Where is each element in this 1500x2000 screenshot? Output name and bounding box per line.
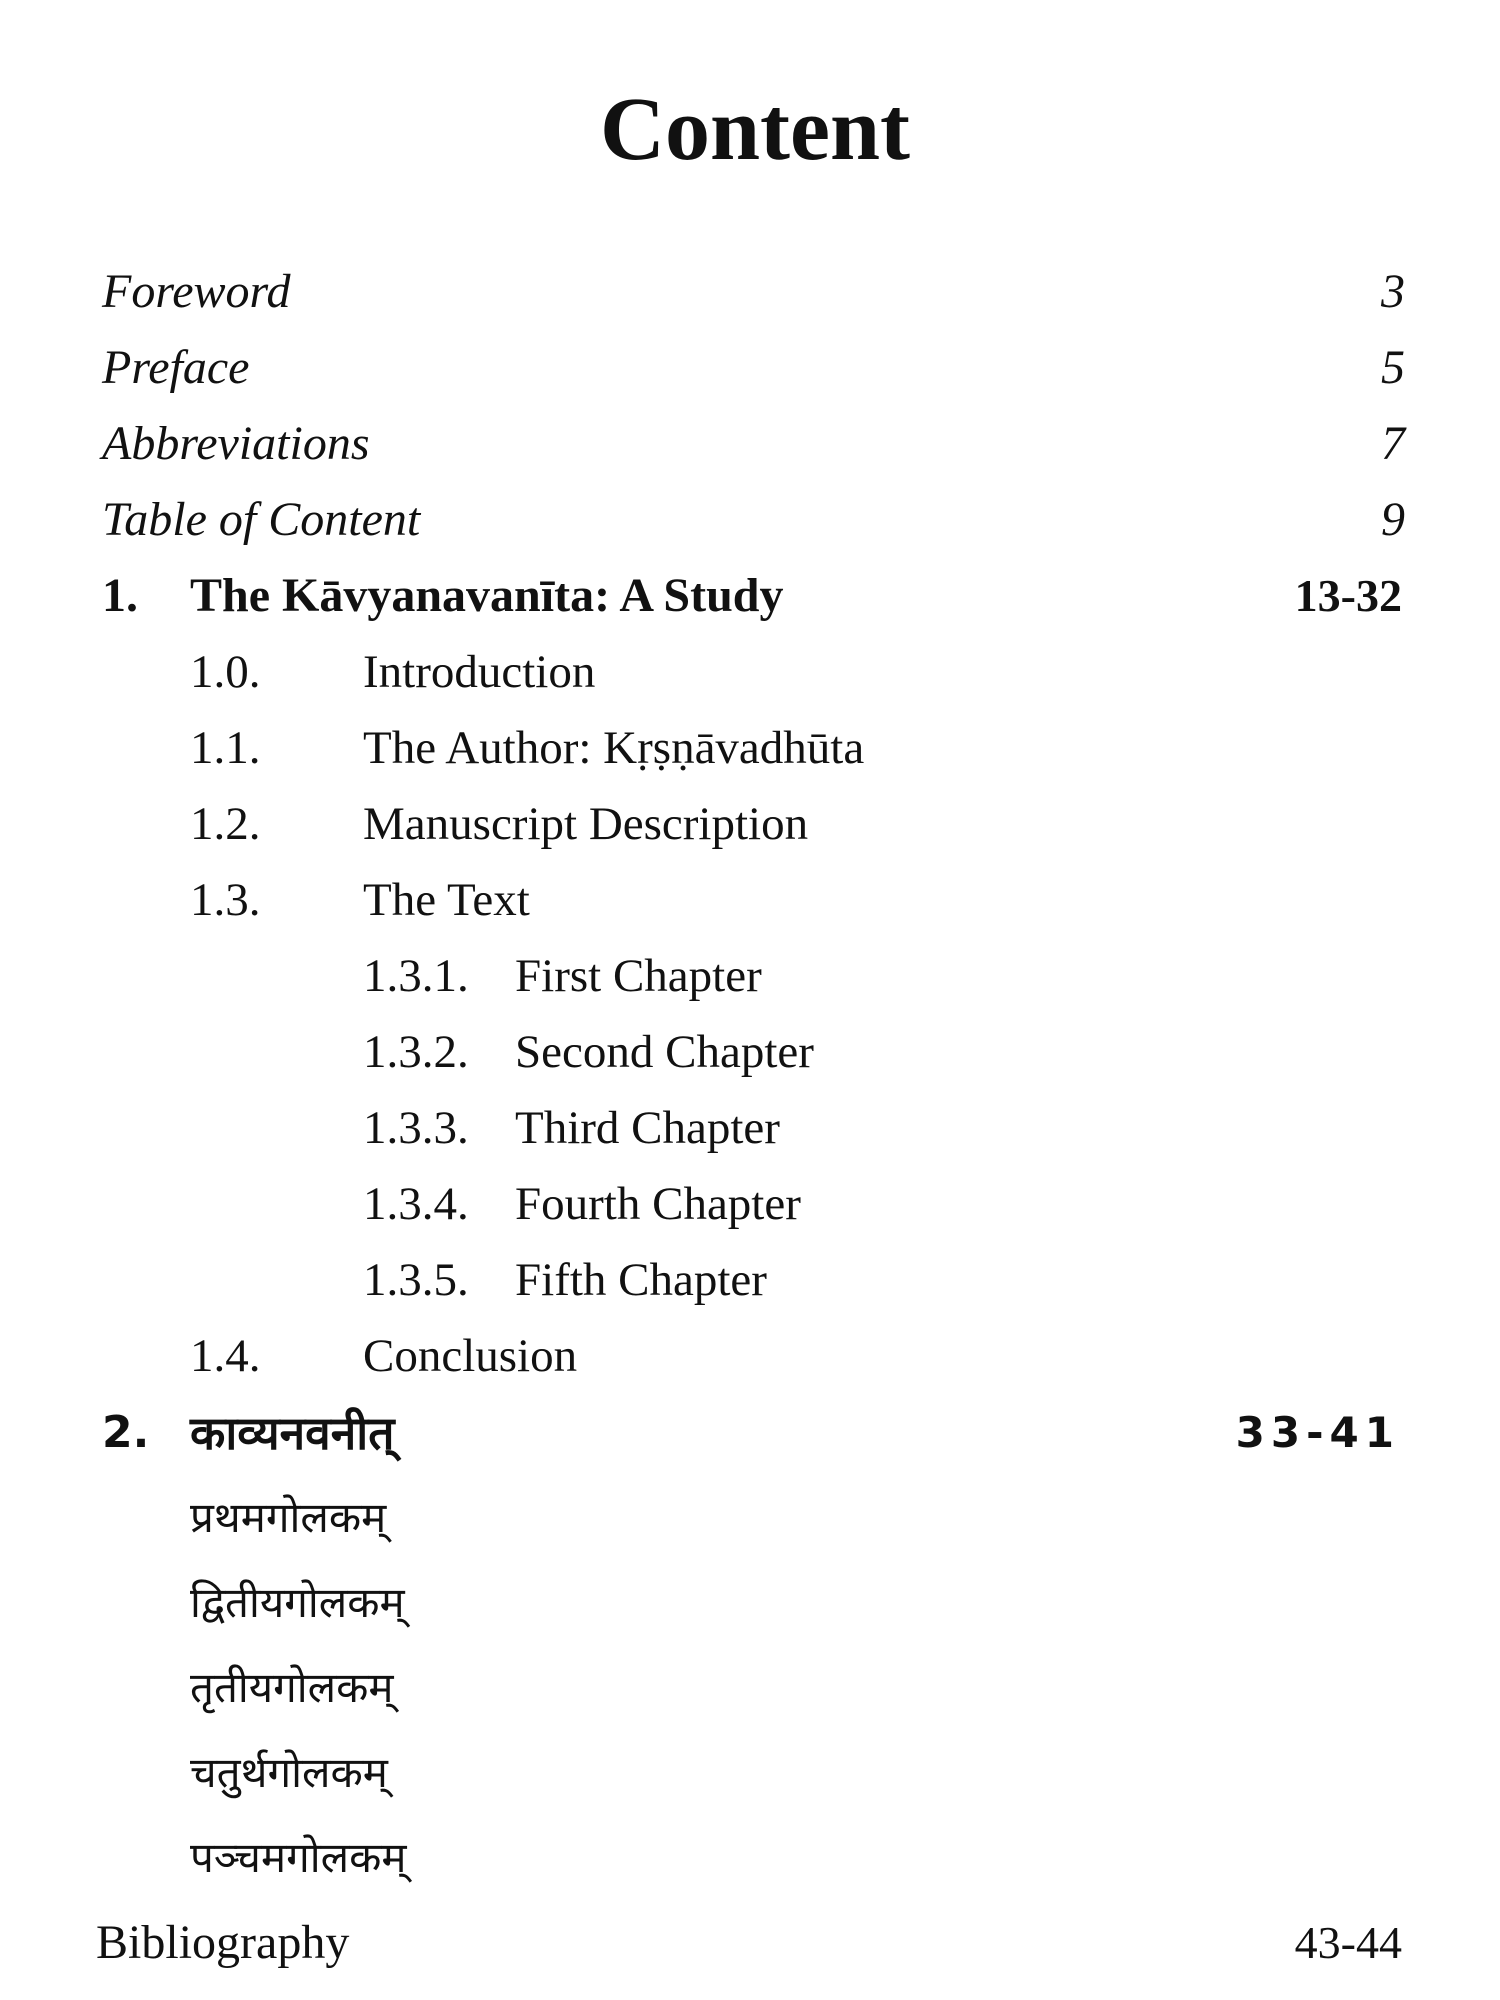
toc-entry-label: Preface	[102, 341, 250, 394]
toc-chapter-1[interactable]	[0, 561, 1500, 631]
subsection-label: Second Chapter	[515, 1026, 814, 1078]
toc-subsection-1-3-4[interactable]	[0, 1169, 1500, 1239]
toc-entry-label: Foreword	[102, 265, 291, 318]
subsection-number: 1.3.5.	[363, 1254, 469, 1306]
subsection-label: Third Chapter	[515, 1102, 780, 1154]
toc-sanskrit-item-3[interactable]	[0, 1653, 1500, 1723]
toc-subsection-1-3-1[interactable]	[0, 941, 1500, 1011]
toc-entry-bibliography[interactable]	[0, 1908, 1500, 1978]
toc-entry-label: Abbreviations	[102, 417, 370, 470]
toc-section-1-0[interactable]	[0, 637, 1500, 707]
toc-entry-page: 7	[1381, 417, 1405, 470]
toc-entry-page: 43-44	[1294, 1917, 1402, 1968]
section-label: The Author: Kṛṣṇāvadhūta	[363, 722, 865, 774]
toc-entry-label: Bibliography	[96, 1916, 350, 1969]
chapter-title: The Kāvyanavanīta: A Study	[190, 569, 784, 622]
subsection-number: 1.3.3.	[363, 1102, 469, 1154]
toc-sanskrit-item-4[interactable]	[0, 1738, 1500, 1808]
section-number: 1.4.	[190, 1330, 261, 1382]
subsection-label: Fourth Chapter	[515, 1178, 801, 1230]
toc-entry-preface[interactable]	[0, 333, 1500, 403]
chapter-number: 1.	[102, 569, 138, 622]
chapter-title: काव्यनवनीत्	[190, 1406, 395, 1460]
toc-chapter-2[interactable]	[0, 1398, 1500, 1468]
toc-section-1-2[interactable]	[0, 789, 1500, 859]
subsection-number: 1.3.4.	[363, 1178, 469, 1230]
sanskrit-item-label: प्रथमगोलकम्	[190, 1493, 387, 1542]
section-number: 1.0.	[190, 646, 261, 698]
sanskrit-item-label: तृतीयगोलकम्	[190, 1663, 394, 1712]
section-number: 1.1.	[190, 722, 261, 774]
toc-sanskrit-item-1[interactable]	[0, 1483, 1500, 1553]
chapter-pages: 33-41	[1235, 1408, 1400, 1457]
subsection-number: 1.3.1.	[363, 950, 469, 1002]
toc-section-1-4[interactable]	[0, 1321, 1500, 1391]
subsection-number: 1.3.2.	[363, 1026, 469, 1078]
toc-subsection-1-3-3[interactable]	[0, 1093, 1500, 1163]
toc-section-1-3[interactable]	[0, 865, 1500, 935]
toc-sanskrit-item-2[interactable]	[0, 1568, 1500, 1638]
section-label: Introduction	[363, 646, 596, 698]
toc-section-1-1[interactable]	[0, 713, 1500, 783]
sanskrit-item-label: द्वितीयगोलकम्	[190, 1578, 405, 1627]
subsection-label: First Chapter	[515, 950, 762, 1002]
toc-entry-page: 9	[1381, 493, 1405, 546]
section-label: The Text	[363, 874, 530, 926]
section-label: Conclusion	[363, 1330, 578, 1382]
sanskrit-item-label: चतुर्थगोलकम्	[190, 1748, 388, 1797]
section-number: 1.3.	[190, 874, 261, 926]
sanskrit-item-label: पञ्चमगोलकम्	[190, 1833, 407, 1882]
toc-subsection-1-3-2[interactable]	[0, 1017, 1500, 1087]
section-number: 1.2.	[190, 798, 261, 850]
toc-entry-page: 5	[1381, 341, 1405, 394]
toc-sanskrit-item-5[interactable]	[0, 1823, 1500, 1893]
toc-entry-abbreviations[interactable]	[0, 409, 1500, 479]
toc-entry-label: Table of Content	[102, 493, 421, 546]
section-label: Manuscript Description	[363, 798, 809, 850]
chapter-pages: 13-32	[1294, 570, 1402, 621]
chapter-number: 2.	[102, 1407, 150, 1458]
toc-entry-page: 3	[1381, 265, 1405, 318]
toc-entry-table-of-content[interactable]	[0, 485, 1500, 555]
page-title: Content	[600, 80, 910, 179]
toc-entry-foreword[interactable]	[0, 257, 1500, 327]
subsection-label: Fifth Chapter	[515, 1254, 767, 1306]
toc-subsection-1-3-5[interactable]	[0, 1245, 1500, 1315]
